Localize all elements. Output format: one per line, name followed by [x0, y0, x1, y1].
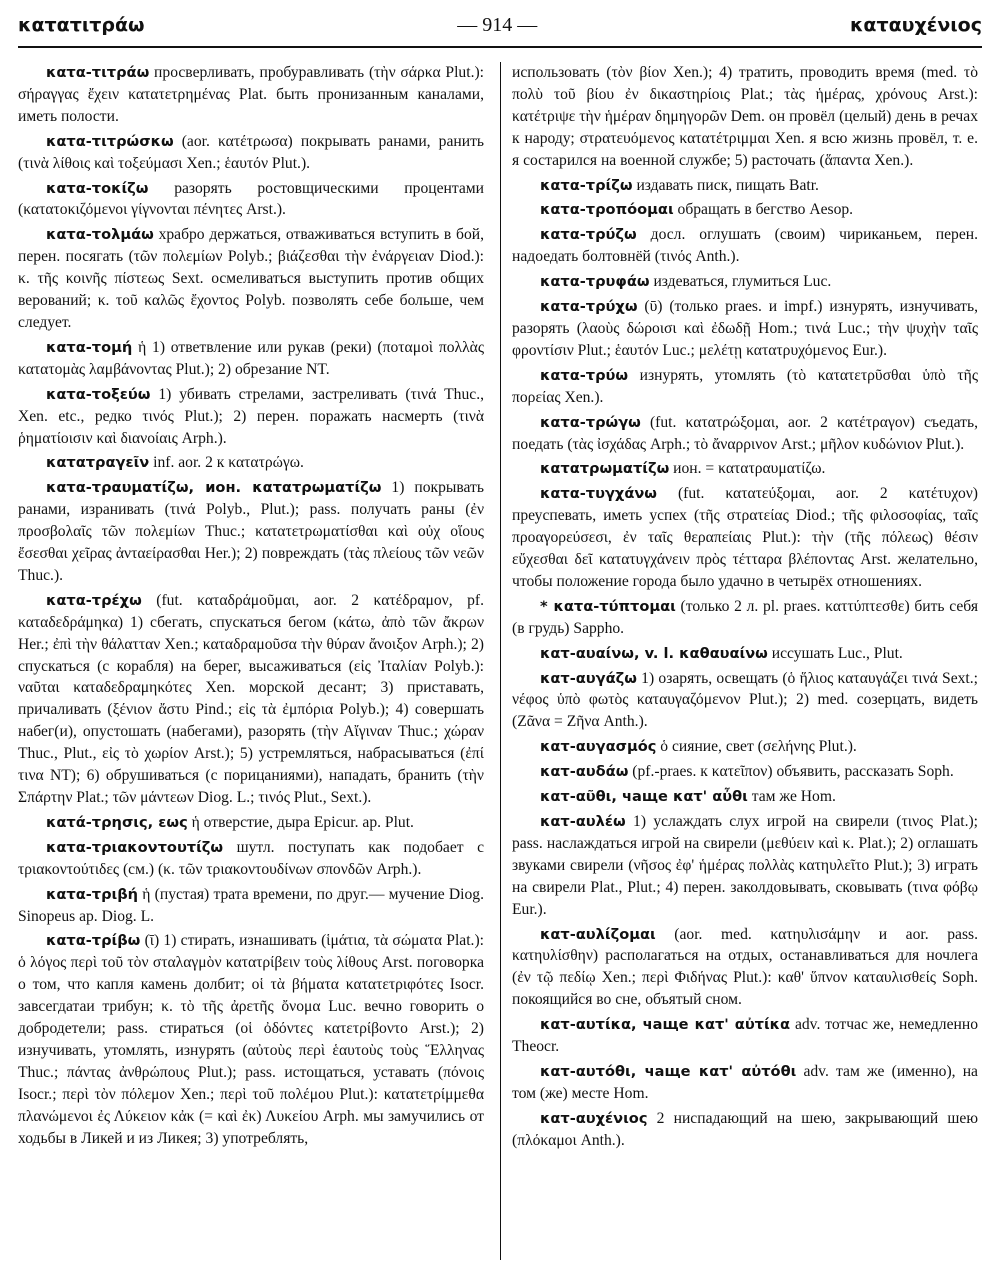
entry-headword: κατα-τρίβω	[46, 932, 141, 950]
entry-definition: обращать в бегство Aesop.	[673, 201, 854, 219]
entry-headword: * κατα-τύπτομαι	[540, 597, 676, 615]
entry-definition: ион. = κατατραυματίζω.	[669, 460, 826, 478]
dictionary-entry	[512, 1061, 978, 1105]
entry-definition: (aor. med. κατηυλισάμην и aor. pass. κατηυλίσθην) располагаться на отдых, останавливаться для ночлега (ἐν τῷ πεδίῳ Xen.; περὶ Φιδήνας Plut.): καθ' ὕπνον καταυλισθείς Soph. покоящийся во сне, объятый сном.	[512, 925, 978, 1009]
column-divider	[500, 62, 501, 1260]
entry-definition: там же Hom.	[747, 788, 836, 806]
entry-definition: (только 2 л. pl. praes. καττύπτεσθε) бить себя (в грудь) Sappho.	[512, 597, 978, 637]
entry-headword: κατατραγεῖν	[46, 454, 150, 472]
entry-headword: κατ-αυγασμός	[540, 738, 657, 756]
entry-definition: изнурять, утомлять (τὸ κατατετρῦσθαι ὑπὸ τῆς πορείας Xen.).	[512, 366, 978, 406]
entry-definition: (fut. καταδράμοῦμαι, aor. 2 κατέδραμον, pf. καταδεδράμηκα) 1) сбегать, спускаться бегом (κάτω, ἀπὸ τῶν ἄκρων Her.; ἐπὶ τὴν θάλατταν Xen.; καταδραμοῦσα τὴν θύραν ἄνοιξον Arph.); 2) спускаться (с корабля) на берег, высаживаться (εἰς Ἰταλίαν Polyb.): ναῦται καταδεδραμηκότες Xen. морской десант; 3) приставать, причаливать (ξένιον ἄστυ Pind.; εἰς τὰ ἐμπόρια Polyb.); 4) совершать набег(и), опустошать (набегами), разорять (τὴν Αἴγιναν Thuc.; χώραν Thuc., Plut., εἰς τὸ χωρίον Arst.); 5) устремляться, набрасываться (ἐπί τινα NT); 6) обрушиваться (с порицаниями), нападать, бранить (τὴν Σπάρτην Plat.; τῶν μάντεων Diog. L.; τινός Plut., Sext.).	[18, 591, 484, 806]
dictionary-entry	[512, 62, 978, 172]
entry-headword: κατ-αυδάω	[540, 763, 629, 781]
entry-definition: иссушать Luc., Plut.	[767, 644, 903, 662]
entry-definition: 2 ниспадающий на шею, закрывающий шею (πλόκαμοι Anth.).	[512, 1109, 978, 1149]
dictionary-entry	[512, 596, 978, 640]
dictionary-entry	[18, 477, 484, 587]
dictionary-entry	[512, 811, 978, 921]
dictionary-entry	[512, 296, 978, 362]
dictionary-entry	[512, 458, 978, 480]
dictionary-entry	[18, 930, 484, 1149]
dictionary-entry	[18, 131, 484, 175]
entry-headword: κατ-αυλίζομαι	[540, 925, 656, 943]
dictionary-entry	[512, 224, 978, 268]
dictionary-entry	[512, 761, 978, 783]
entry-headword: κατα-τραυματίζω, ион. κατατρωματίζω	[46, 479, 382, 497]
right-column	[512, 62, 978, 1272]
entry-headword: κατα-τυγχάνω	[540, 485, 657, 503]
entry-definition: (ῑ) 1) стирать, изнашивать (ἱμάτια, τὰ σώματα Plat.): ὁ λόγος περὶ τοῦ τὸν σταλαγμὸν κατατρίβειν τοὺς λίθους Arst. поговорка о том, что капля камень долбит; οἱ τὰ βήματα κατατετριφότες Isocr. завсегдатаи трибун; κ. τὸ τῆς ἀρετῆς ὄνομα Luc. вечно говорить о добродетели; pass. стираться (οἱ ὀδόντες κατετρίβοντο Arst.); 2) изнучивать, утомлять, изнурять (αὐτοὺς περὶ ἑαυτοὺς τοὺς Ἕλληνας Thuc.; πάντας ἀνθρώπους Plut.); pass. истощаться, уставать (πόνοις Isocr.; περὶ τὸν πόλεμον Xen.; περὶ τοῦ πολέμου Plut.): κατατετρίμμεθα πλανώμενοι ἐς Λύκειον κἀκ (= καὶ ἐκ) Λυκείου Arph. мы замучились от ходьбы в Ликей и из Ликея; 3) употреблять,	[18, 932, 484, 1147]
entry-headword: κατατρωματίζω	[540, 460, 670, 478]
entry-headword: κατ-αυτόθι, чаще κατ' αὐτόθι	[540, 1062, 797, 1080]
entry-definition: (aor. κατέτρωσα) покрывать ранами, ранить (τινὰ λίθοις καὶ τοξεύμασι Xen.; ἑαυτόν Plut.).	[18, 132, 484, 172]
entry-headword: κατα-τρέχω	[46, 591, 142, 609]
dictionary-entry	[512, 199, 978, 221]
dictionary-entry	[18, 62, 484, 128]
entry-headword: κατα-τιτράω	[46, 64, 150, 81]
entry-definition: шутл. поступать как подобает с τριακοντούτιδες (см.) (κ. τῶν τριακοντουδίνων σπονδῶν Arph.).	[18, 838, 484, 878]
left-column	[18, 62, 484, 1272]
dictionary-entry	[512, 412, 978, 456]
entry-definition: 1) услаждать слух игрой на свирели (τινος Plat.); pass. наслаждаться игрой на свирели (μεθύειν καὶ κ. Plat.); 2) оглашать звуками свирели (νῆσος ἐφ' ἡμέρας πολλὰς κατηυλεῖτο Plut.); 3) играть на свирели Plat., Plut.; 4) перен. заколдовывать, сковывать (τινα φόβῳ Eur.).	[512, 813, 978, 918]
entry-headword: κατα-τολμάω	[46, 226, 154, 244]
entry-definition: издеваться, глумиться Luc.	[649, 273, 832, 291]
entry-headword: κατ-αυχένιος	[540, 1109, 648, 1127]
dictionary-entry	[512, 668, 978, 734]
entry-definition: 1) покрывать ранами, изранивать (τινά Polyb., Plut.); pass. получать раны (ἐν προσβολαῖς τῶν πολεμίων Thuc.; κατατετρωματίσθαι καὶ οὐχ οἵους ἔσεσθαι χεῖρας ἀνταείρασθαι Her.); 2) повреждать (τὰς πλείους τῶν νεῶν Thuc.).	[18, 479, 484, 584]
dictionary-entry	[512, 175, 978, 197]
entry-definition: (fut. κατατρώξομαι, aor. 2 κατέτραγον) съедать, поедать (τὰς ἰσχάδας Arph.; τὸ ἄναρρινον Arst.; μῆλον κυδώνιον Plut.).	[512, 413, 978, 453]
entry-headword: κατα-τρύω	[540, 366, 629, 384]
entry-headword: κατα-τοξεύω	[46, 385, 151, 403]
entry-definition: 1) убивать стрелами, застреливать (τινά Thuc., Xen. etc., редко τινός Plut.); 2) перен. поражать насмерть (τινὰ ῥηματίοισιν καὶ διανοίαις Arph.).	[18, 385, 484, 447]
dictionary-entry	[18, 178, 484, 222]
entry-headword: κατα-τρύχω	[540, 298, 638, 316]
entry-definition: (fut. κατατεύξομαι, aor. 2 κατέτυχον) преуспевать, иметь успех (τῆς στρατείας Diod.; τῆς φιλοσοφίας, ταῖς προαγορεύσεσι, ἐν ταῖς θεραπείαις Plut.): τὴν (τῆς πόλεως) θέσιν εὔχεσθαι δεῖ κατατυγχάνειν πρὸς τέτταρα βλέποντας Arst. желательно, чтобы положение города было удачно в четырёх отношениях.	[512, 485, 978, 590]
dictionary-entry	[18, 452, 484, 474]
entry-definition: ἡ отверстие, дыра Epicur. ap. Plut.	[187, 813, 414, 831]
entry-definition: ὁ сияние, свет (σελήνης Plut.).	[656, 738, 857, 756]
entry-headword: κατ-αυλέω	[540, 813, 626, 830]
entry-definition: (ῡ) (только praes. и impf.) изнурять, изнучивать, разорять (λαοὺς δώροισι καὶ ἐδωδῇ Hom.; τινά Luc.; τὴν ψυχὴν ταῖς φροντίσιν Plut.; ἑαυτόν Luc.; μελέτῃ κατατρυχόμενος Eur.).	[512, 298, 978, 359]
entry-definition: использовать (τὸν βίον Xen.); 4) тратить, проводить время (med. τὸ πολὺ τοῦ βίου ἐν δικαστηρίοις Plat.; τὰς ἡμέρας, χρόνους Arst.): κατέτριψε τὴν ἡμέραν δημηγορῶν Dem. он провёл (целый) день в речах к народу; στρατευόμενος κατατέτριμμαι Xen. я всю жизнь провёл, т. е. я состарился на военной службе; 5) расточать (ἅπαντα Xen.).	[512, 64, 978, 169]
entry-headword: κατ-αυαίνω, v. l. καθαυαίνω	[540, 644, 768, 662]
entry-headword: κατα-τριακοντουτίζω	[46, 838, 224, 856]
header-rule	[18, 46, 982, 48]
entry-definition: adv. тотчас же, немедленно Theocr.	[512, 1016, 978, 1056]
dictionary-entry	[18, 337, 484, 381]
dictionary-entry	[512, 736, 978, 758]
entry-headword: κατα-τομή	[46, 338, 133, 356]
dictionary-entry	[18, 837, 484, 881]
entry-definition: просверливать, пробуравливать (τὴν σάρκα Plut.): σήραγγας ἔχειν κατατετρημένας Plat. быть пронизанным каналами, иметь полости.	[18, 64, 484, 125]
entry-definition: храбро держаться, отваживаться вступить в бой, перен. посягать (τῶν πολεμίων Polyb.; βιάζεσθαι τὴν ἐνάργειαν Diod.): κ. τῆς κοινῆς πίστεως Sext. осмеливаться выступить против общих верований; κ. τοῦ καλῶς ἔχοντος Polyb. позволять себе больше, чем следует.	[18, 226, 484, 331]
entry-headword: κατ-αυγάζω	[540, 669, 637, 687]
entry-definition: (pf.-praes. к κατεῖπον) объявить, рассказать Soph.	[628, 763, 954, 781]
entry-definition: разорять ростовщическими процентами (κατατοκιζόμενοι γίγνονται πένητες Arst.).	[18, 179, 484, 219]
dictionary-entry	[512, 483, 978, 593]
entry-headword: κατα-τρύζω	[540, 226, 637, 244]
entry-definition: adv. там же (именно), на том (же) месте Hom.	[512, 1062, 978, 1102]
entry-headword: κατα-τριβή	[46, 885, 139, 903]
dictionary-entry	[18, 224, 484, 334]
dictionary-entry	[512, 271, 978, 293]
entry-definition: ἡ (пустая) трата времени, по друг.— мучение Diog. Sinopeus ap. Diog. L.	[18, 885, 484, 925]
dictionary-entry	[512, 924, 978, 1012]
running-head-right: καταυχένιος	[849, 14, 982, 36]
entry-headword: κατ-αυτίκα, чаще κατ' αὐτίκα	[540, 1016, 791, 1034]
dictionary-entry	[18, 884, 484, 928]
entry-definition: издавать писк, пищать Batr.	[632, 176, 819, 194]
entry-headword: κατ-αῦθι, чаще κατ' αὖθι	[540, 788, 748, 806]
dictionary-entry	[512, 1014, 978, 1058]
dictionary-entry	[512, 1108, 978, 1152]
entry-headword: κατά-τρησις, εως	[46, 813, 188, 831]
page-header	[18, 8, 982, 42]
entry-headword: κατα-τρίζω	[540, 176, 633, 194]
dictionary-entry	[18, 812, 484, 834]
dictionary-entry	[512, 786, 978, 808]
dictionary-entry	[18, 590, 484, 809]
entry-definition: досл. оглушать (своим) чириканьем, перен. надоедать болтовнёй (τινός Anth.).	[512, 226, 978, 266]
entry-definition: 1) озарять, освещать (ὁ ἥλιος καταυγάζει τινά Sext.; νέφος ὑπὸ φωτὸς καταυγαζόμενον Plut.); 2) med. созерцать, видеть (Ζᾶνα = Ζῆνα Anth.).	[512, 669, 978, 731]
entry-definition: inf. aor. 2 к κατατρώγω.	[149, 454, 304, 472]
entry-headword: κατα-τρώγω	[540, 413, 641, 431]
dictionary-entry	[18, 384, 484, 450]
entry-definition: ἡ 1) ответвление или рукав (реки) (ποταμοὶ πολλὰς κατατομὰς λαμβάνοντας Plut.); 2) обрезание NT.	[18, 338, 484, 378]
entry-headword: κατα-τιτρώσκω	[46, 132, 174, 150]
page-number: — 914 —	[457, 13, 538, 36]
entry-headword: κατα-τρυφάω	[540, 273, 650, 291]
running-head-left: κατατιτράω	[18, 14, 145, 36]
dictionary-entry	[512, 365, 978, 409]
entry-headword: κατα-τοκίζω	[46, 179, 149, 197]
entry-headword: κατα-τροπόομαι	[540, 201, 674, 219]
dictionary-entry	[512, 643, 978, 665]
